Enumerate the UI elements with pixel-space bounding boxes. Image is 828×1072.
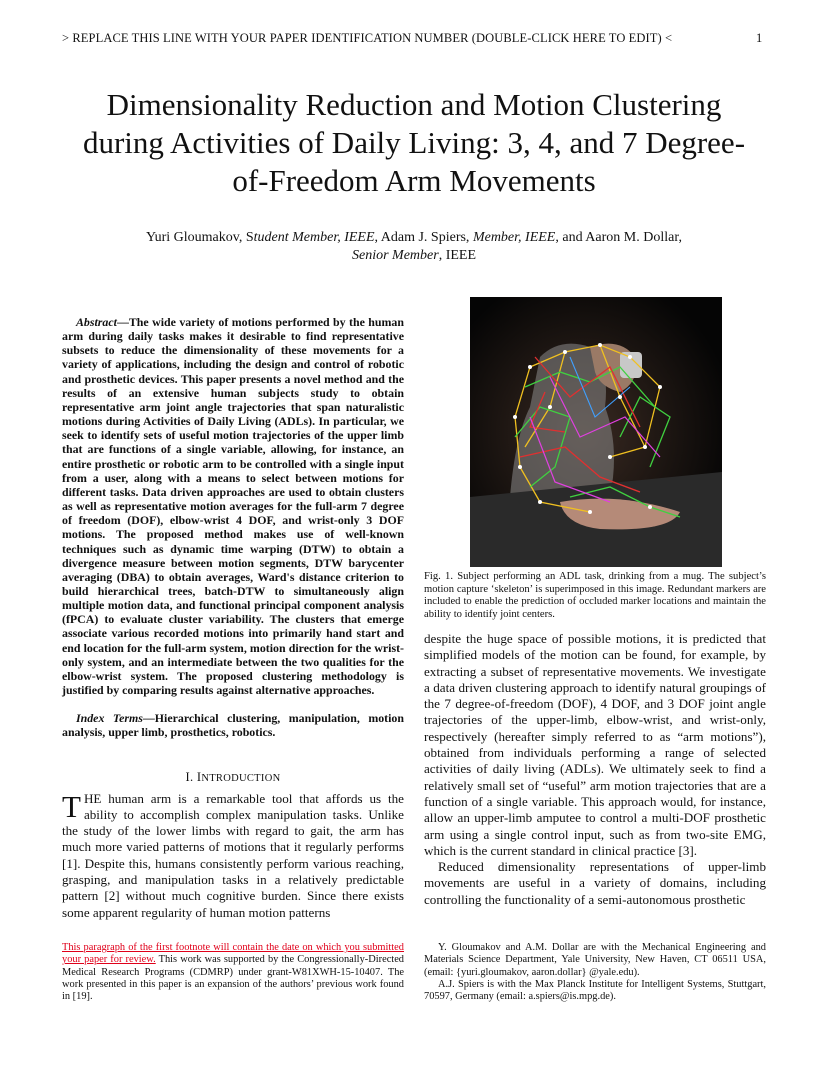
section-heading-introduction <box>62 770 404 785</box>
footnote-affiliation-2: A.J. Spiers is with the Max Planck Institute for Intelligent Systems, Stuttgart, 70597, Germany (email: a.spiers@is.mpg.de). <box>424 978 766 1003</box>
footnote-affiliation-1: Y. Gloumakov and A.M. Dollar are with the Mechanical Engineering and Materials Science Department, Yale University, New Haven, CT 06511 USA, (email: {yuri.gloumakov, aaron.dollar} @yale.edu). <box>424 942 766 978</box>
section-numeral: I. <box>185 769 197 784</box>
right-column-body <box>424 631 766 908</box>
index-terms <box>62 711 404 739</box>
footnote-right <box>424 942 766 1003</box>
left-column <box>62 315 404 921</box>
author-1-role: tudent Member, IEEE <box>253 230 375 245</box>
author-3: , and Aaron M. Dollar, <box>555 230 682 245</box>
footnote-date-placeholder: This paragraph of the first footnote will contain the date on which you submitted your paper for review. <box>62 942 404 966</box>
page-number: 1 <box>756 31 763 45</box>
author-1: Yuri Gloumakov, S <box>146 230 254 245</box>
figure-1-caption <box>424 571 766 621</box>
abstract-text: —The wide variety of motions performed by the human arm during daily tasks makes it desirable to find representative subsets to reduce the dimensionality of these movements for a variety of applications, including the design and control of robotic and prosthetic devices. This paper presents a novel method and the results of an extensive human subjects study to obtain representative arm joint angle trajectories that span naturalistic motions during Activities of Daily Living (ADLs). In particular, we seek to identify sets of useful motion trajectories of the upper limb that are functions of a single variable, allowing, for instance, an entire prosthetic or robotic arm to be controlled with a single input from a user, along with a means to select between motions for different tasks. Data driven approaches are used to obtain clusters as well as representative motion averages for the full-arm 7 degree of freedom (DOF), elbow-wrist 4 DOF, and wrist-only 3 DOF motions. The proposed method makes use of well-known techniques such as dynamic time warping (DTW) to obtain a divergence measure between motion segments, DTW barycenter averaging (DBA) to obtain averages, Ward's distance criterion to build hierarchical trees, batch-DTW to simultaneously align multiple motion data, and functional principal component analysis (fPCA) to evaluate cluster variability. The clusters that emerge associate various recorded motions into primarily hand start and end location for the full-arm system, motion direction for the wrist-only system, and an intermediate between the two qualities for the elbow-wrist system. The proposed clustering methodology is justified by comparing results against alternative approaches. <box>62 315 404 698</box>
abstract <box>62 315 404 697</box>
intro-paragraph-1 <box>62 788 404 921</box>
index-terms-label: Index Terms <box>76 711 143 726</box>
paper-title: Dimensionality Reduction and Motion Clustering during Activities of Daily Living: 3, 4, and 7 Degree-of-Freedom Arm Movements <box>82 87 746 198</box>
header-identification: > REPLACE THIS LINE WITH YOUR PAPER IDENTIFICATION NUMBER (DOUBLE-CLICK HERE TO EDIT) < <box>62 31 673 45</box>
footnote-funding: This work was supported by the Congressionally-Directed Medical Research Programs (CDMRP) under grant-W81XWH-15-10407. The work presented in this paper is an expansion of the authors’ previous work found in [19]. <box>62 954 404 1003</box>
figure-caption-text: Fig. 1. Subject performing an ADL task, drinking from a mug. The subject’s motion capture ‘skeleton’ is superimposed in this image. Redundant markers are included to enable the prediction of occluded marker locations and maintain the ability to identify joint centers. <box>424 571 766 620</box>
section-small-caps: NTRODUCTION <box>201 772 281 784</box>
intro-paragraph-1-continued: despite the huge space of possible motions, it is predicted that simplified models of the motion can be found, for example, by extracting a subset of representative movements. We investigate a data driven clustering approach to identify natural groupings of the 7 degree-of-freedom (DOF), 4 DOF, and 3 DOF joint angle trajectories of the upper-limb, elbow-wrist, and wrist-only, respectively (hereafter simply referred to as “arm motions”), obtained from individuals performing a range of selected activities of daily living (ADLs). We ultimately seek to find a relatively small set of “useful” arm motion trajectories that are a function of a single variable. This approach would, for instance, allow an upper-limb amputee to control a multi-DOF prosthetic arm using a single control input, such as from two-site EMG, which is the current standard in clinical practice [3]. <box>424 631 766 858</box>
footnote-left <box>62 942 404 1003</box>
intro-paragraph-2: Reduced dimensionality representations of upper-limb movements are useful in a variety of domains, including controlling the functionality of a semi-autonomous prosthetic <box>424 859 766 907</box>
index-terms-text: —Hierarchical clustering, manipulation, motion analysis, upper limb, prosthetics, robotics. <box>62 711 404 740</box>
intro-paragraph-1-text: HE human arm is a remarkable tool that affords us the ability to accomplish complex manipulation tasks. Unlike the study of the lower limbs with regard to gait, the arm has much more varied patterns of motions that it regularly performs [1]. Despite this, humans consistently perform various reaching, grasping, and manipulation tasks in a relatively predictable pattern [2] without much cognitive burden. Since there exists some apparent regularity of human motion patterns <box>62 790 404 920</box>
author-list <box>90 229 738 265</box>
author-2-role: Member, IEEE <box>472 230 556 245</box>
drop-cap: T <box>62 788 81 824</box>
author-3-role: Senior Member <box>351 248 439 263</box>
abstract-label: Abstract <box>76 315 117 329</box>
motion-capture-photo <box>470 297 722 567</box>
section-first-letter: I <box>196 769 202 784</box>
author-3-tail: , IEEE <box>438 248 477 263</box>
figure-1-image <box>470 297 722 567</box>
author-2: , Adam J. Spiers, <box>374 230 473 245</box>
